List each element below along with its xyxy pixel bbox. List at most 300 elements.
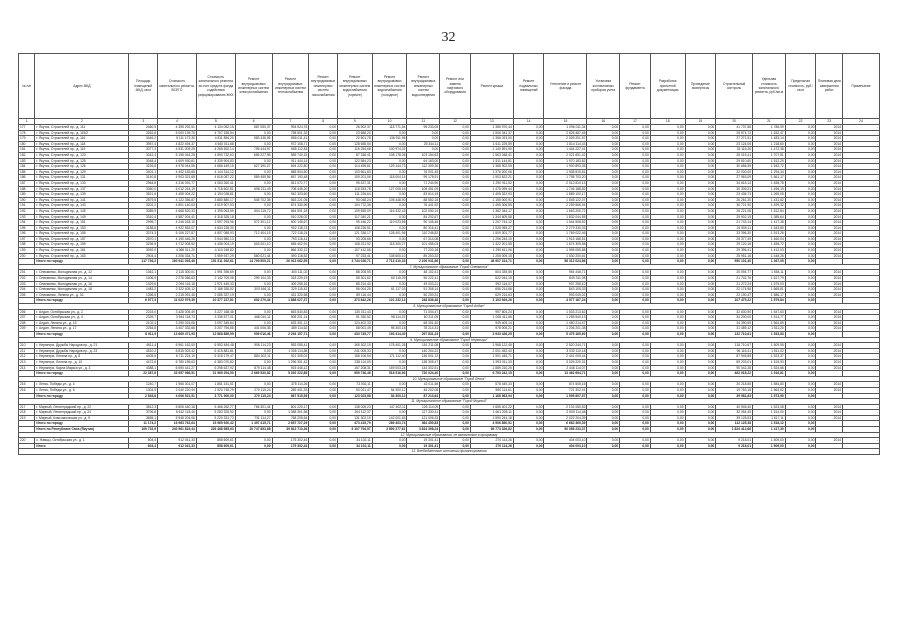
table-cell: 0,00 [620, 292, 651, 298]
table-cell: 0,00 [440, 287, 471, 293]
table-cell: 0,00 [513, 354, 544, 360]
table-cell: 33 957 986,51 [158, 371, 197, 377]
table-cell: 0,00 [372, 141, 407, 147]
table-cell: 193 414,40 [372, 331, 407, 337]
table-cell: 122 584,23 [337, 158, 372, 164]
table-cell: - [843, 231, 880, 237]
table-cell: 0,00 [309, 438, 338, 444]
table-cell: 1 206 009,15 [470, 253, 513, 259]
table-cell: 71 004,47 [407, 309, 440, 315]
table-cell: 91 330,52 [337, 315, 372, 321]
table-cell: 2 131 050,52 [544, 404, 587, 410]
table-cell: 0,00 [513, 410, 544, 416]
table-cell: 0,00 [685, 164, 716, 170]
table-cell: 4 718 602,51 [196, 186, 235, 192]
table-cell: 4 402 183,65 [158, 169, 197, 175]
table-cell: 130 011,43 [337, 309, 372, 315]
table-cell: 2 085 337,19 [196, 292, 235, 298]
address-cell: г. Якутск, Строителей пр., д. 159 [35, 242, 129, 248]
table-cell: 1 294,34 [753, 169, 786, 175]
table-cell: 3 824 398,24 [407, 427, 440, 433]
table-cell: 0,00 [620, 141, 651, 147]
table-cell: 1 385,64 [753, 214, 786, 220]
table-cell: 0,00 [309, 421, 338, 427]
table-cell: 2 669 530,82 [235, 371, 272, 377]
table-cell: 0,00 [440, 371, 471, 377]
table-cell: 1 533,83 [753, 331, 786, 337]
table-cell: - [843, 281, 880, 287]
table-cell: 0,00 [587, 315, 620, 321]
table-cell: 0,00 [372, 192, 407, 198]
table-cell: 3077,3 [129, 147, 158, 153]
table-cell: 217 [19, 404, 35, 410]
table-cell: 433 745,77 [337, 331, 372, 337]
table-cell: 0,00 [372, 130, 407, 136]
column-number: 4 [158, 119, 197, 125]
table-cell: 0,00 [440, 427, 471, 433]
table-cell: 0,00 [372, 214, 407, 220]
table-cell: 118 710,67 [716, 343, 753, 349]
table-cell: 0,00 [785, 320, 816, 326]
table-cell: 0,00 [587, 404, 620, 410]
address-cell: г. Якутск, Строителей пр., д. 155 [35, 231, 129, 237]
table-cell: 5 612 118,40 [158, 410, 197, 416]
table-cell: 0,00 [685, 415, 716, 421]
table-cell: 2014 [816, 387, 843, 393]
table-cell: 0,00 [587, 371, 620, 377]
table-cell: 1 509 301,77 [470, 231, 513, 237]
table-cell: 0,00 [513, 443, 544, 449]
table-cell: 1 218,60 [753, 141, 786, 147]
table-cell: 0,00 [587, 236, 620, 242]
table-cell: 0,00 [235, 281, 272, 287]
table-cell: 0,00 [685, 147, 716, 153]
table-cell: 0,00 [620, 354, 651, 360]
table-cell: 0,00 [620, 164, 651, 170]
table-cell: 0,00 [685, 270, 716, 276]
table-cell: 0,00 [587, 208, 620, 214]
table-cell: 0,00 [513, 371, 544, 377]
address-cell: г. Алдан, Октябрьская ул., д. 2 [35, 309, 129, 315]
table-cell: 0,00 [309, 125, 338, 131]
table-cell: 687 050,37 [235, 125, 272, 131]
table-cell: 2 322 405,12 [158, 287, 197, 293]
table-cell: 972 108,71 [272, 141, 309, 147]
table-cell: 0,00 [440, 147, 471, 153]
table-cell: 0,00 [650, 365, 685, 371]
table-cell: 2014 [816, 292, 843, 298]
table-cell: 2014 [816, 164, 843, 170]
table-cell: 0,00 [650, 242, 685, 248]
table-cell: 2014 [816, 415, 843, 421]
table-cell: 0,00 [235, 382, 272, 388]
table-cell: 60 115,09 [372, 276, 407, 282]
table-cell: 858 609,61 [196, 438, 235, 444]
table-cell: 0,00 [309, 281, 338, 287]
table-cell: 811 072,77 [272, 180, 309, 186]
section-title: 9. Муниципальное образование "Город Нерюнгри" [19, 337, 880, 343]
table-cell: 0,00 [309, 225, 338, 231]
table-cell: 0,00 [620, 393, 651, 399]
table-cell: 0,00 [785, 438, 816, 444]
table-cell: 0,00 [650, 270, 685, 276]
table-cell: 0,00 [309, 130, 338, 136]
table-cell: 0,00 [513, 203, 544, 209]
table-cell: 0,00 [785, 259, 816, 265]
table-cell: 23 124,05 [716, 141, 753, 147]
table-cell: 0,00 [513, 225, 544, 231]
column-number: 10 [372, 119, 407, 125]
table-cell: - [843, 186, 880, 192]
table-cell: 921 305,02 [272, 354, 309, 360]
table-cell: 912 041,33 [158, 443, 197, 449]
table-cell: 104 772,36 [337, 203, 372, 209]
address-cell: г. Якутск, Строителей пр., д. 119 [35, 147, 129, 153]
table-cell: 0,00 [685, 410, 716, 416]
table-cell: 0,00 [685, 192, 716, 198]
table-cell: 0,00 [309, 393, 338, 399]
table-cell: 175 302,44 [272, 438, 309, 444]
table-cell: 720 024,40 [407, 371, 440, 377]
table-cell: 2 215 091,45 [158, 292, 197, 298]
table-cell: 2014 [816, 365, 843, 371]
table-cell: 1 422 201,55 [470, 242, 513, 248]
address-cell: г. Нерюнгри, Ленина пр., д. 8 [35, 354, 129, 360]
address-cell: г. Якутск, Строителей пр., д. 145 [35, 208, 129, 214]
table-cell: - [843, 438, 880, 444]
table-cell: 373 842,26 [337, 298, 372, 304]
table-cell: 1 503 622,21 [470, 175, 513, 181]
table-cell: 0,00 [620, 287, 651, 293]
table-cell: 93 205,66 [337, 236, 372, 242]
table-cell: 1 455,72 [753, 242, 786, 248]
table-cell: 2 657 727,29 [272, 421, 309, 427]
table-cell: 0,00 [440, 214, 471, 220]
table-cell: 29 120,16 [716, 242, 753, 248]
table-cell: 0,00 [440, 421, 471, 427]
table-body [19, 125, 880, 455]
table-cell: 0,00 [309, 387, 338, 393]
table-cell: 4 903 321,65 [158, 175, 197, 181]
table-cell: 563 221,05 [272, 197, 309, 203]
table-cell: 0,00 [785, 371, 816, 377]
table-cell: 0,00 [513, 186, 544, 192]
table-cell: 2014 [816, 438, 843, 444]
table-cell: - [843, 208, 880, 214]
address-cell: г. Нерюнгри, Дружбы Народов пр., д. 21 [35, 343, 129, 349]
table-cell: 0,00 [650, 443, 685, 449]
table-cell: 108 226,51 [337, 225, 372, 231]
table-cell: 185 [19, 169, 35, 175]
table-cell: 0,00 [650, 359, 685, 365]
table-cell: 123 023,58 [337, 393, 372, 399]
table-cell: 2014 [816, 354, 843, 360]
table-cell: 0,00 [513, 208, 544, 214]
table-cell: 0,00 [440, 387, 471, 393]
table-cell: 0,00 [785, 236, 816, 242]
table-cell: 90 042,28 [716, 365, 753, 371]
table-cell: 1 851 151,51 [196, 382, 235, 388]
table-cell: 0,00 [650, 164, 685, 170]
column-header: Плановая дата завершения работ [816, 54, 843, 119]
table-cell: 195 [19, 225, 35, 231]
table-cell: 117 736,2 [129, 259, 158, 265]
table-cell: 171 112,40 [372, 354, 407, 360]
table-cell: - [843, 309, 880, 315]
table-cell: 0,00 [785, 382, 816, 388]
table-cell: 2014 [816, 169, 843, 175]
address-cell: г. Олекминск, Молодежная ул., д. 18 [35, 287, 129, 293]
table-cell: 0,00 [587, 203, 620, 209]
table-cell: 20 801,78 [337, 136, 372, 142]
table-cell: 0,00 [620, 365, 651, 371]
table-cell: 2 001 452,40 [470, 348, 513, 354]
table-cell: 0,00 [650, 225, 685, 231]
table-cell: 0,00 [650, 197, 685, 203]
table-cell: 0,00 [650, 343, 685, 349]
table-cell: 0,00 [685, 343, 716, 349]
table-cell: 1 523,37 [753, 354, 786, 360]
table-cell: 138 005,23 [337, 404, 372, 410]
table-cell: 589 455,56 [235, 175, 272, 181]
table-cell: 2014 [816, 359, 843, 365]
column-header: Разработка проектной документации [650, 54, 685, 119]
table-cell: 0,00 [235, 320, 272, 326]
table-cell: 0,00 [440, 359, 471, 365]
table-cell: 0,00 [785, 387, 816, 393]
table-cell: 0,00 [309, 231, 338, 237]
table-cell: 3 336 577,01 [196, 315, 235, 321]
table-cell: 299 104,33 [235, 276, 272, 282]
table-cell: 0,00 [785, 354, 816, 360]
table-cell: 0,00 [685, 427, 716, 433]
table-cell: 4 890 732,63 [196, 152, 235, 158]
table-cell: 0,00 [513, 164, 544, 170]
table-cell: 950 101,40 [716, 259, 753, 265]
table-cell: 589 740,15 [272, 152, 309, 158]
table-cell: 39 812 713,36 [272, 427, 309, 433]
table-cell: 572 301,12 [235, 220, 272, 226]
table-cell: 0,00 [620, 220, 651, 226]
table-cell: 2014 [816, 147, 843, 153]
table-cell: 978 005,21 [470, 326, 513, 332]
table-cell: 604 115,72 [235, 208, 272, 214]
table-cell: 0,00 [309, 331, 338, 337]
table-cell: 1 455,78 [753, 180, 786, 186]
table-cell: 190 [19, 197, 35, 203]
table-cell: 0,00 [513, 287, 544, 293]
table-cell: 0,00 [685, 443, 716, 449]
table-cell: 0,00 [685, 421, 716, 427]
table-cell: 1 888 027,37 [272, 298, 309, 304]
table-cell: 68 301,40 [407, 320, 440, 326]
table-cell: 1 746 188,82 [544, 186, 587, 192]
table-cell: 3401,1 [129, 169, 158, 175]
table-cell: 0,00 [785, 186, 816, 192]
table-cell: 0,00 [785, 208, 816, 214]
table-cell: 0,00 [685, 203, 716, 209]
table-cell: - [843, 387, 880, 393]
table-cell: 959 736,46 [337, 371, 372, 377]
table-cell: 0,00 [650, 292, 685, 298]
table-cell: 0,00 [372, 203, 407, 209]
address-cell: г. Олекминск, Ленина ул., д. 33 [35, 292, 129, 298]
table-cell: 111 226,64 [337, 192, 372, 198]
table-cell: - [843, 292, 880, 298]
table-cell: 3521,6 [129, 192, 158, 198]
table-cell: 180 [19, 141, 35, 147]
table-cell: 0,00 [513, 415, 544, 421]
table-cell: 0,00 [650, 320, 685, 326]
table-cell: 45 202,08 [407, 387, 440, 393]
table-cell: 157 208,31 [337, 365, 372, 371]
table-cell: 0,00 [440, 276, 471, 282]
table-cell: 1 511,20 [753, 326, 786, 332]
table-cell: 212 [19, 354, 35, 360]
table-cell: 482 018,22 [716, 371, 753, 377]
table-cell: 99 446,22 [337, 220, 372, 226]
table-cell: 0,00 [309, 141, 338, 147]
table-cell: 4 194 038,81 [196, 192, 235, 198]
table-cell: 184 [19, 164, 35, 170]
table-cell: 5 806 440,18 [158, 404, 197, 410]
table-cell: 2014 [816, 214, 843, 220]
table-cell: - [843, 270, 880, 276]
table-cell: 5 106 227,87 [158, 231, 197, 237]
table-cell: 0,00 [685, 354, 716, 360]
table-cell: 602 270,44 [235, 298, 272, 304]
table-cell: 0,00 [620, 186, 651, 192]
table-cell: 4 006 521,51 [158, 393, 197, 399]
table-cell: 9 218,01 [716, 438, 753, 444]
table-cell: 121 232,12 [372, 298, 407, 304]
table-cell: 1 517,11 [753, 415, 786, 421]
table-cell: 0,00 [587, 248, 620, 254]
table-cell: 1 518,12 [753, 421, 786, 427]
section-title: 8. Муниципальное образование "Город Алдан" [19, 304, 880, 310]
table-cell: 0,00 [685, 315, 716, 321]
table-cell: 240 561 815,44 [158, 427, 197, 433]
table-cell: 1 543,80 [753, 225, 786, 231]
table-cell: 0,00 [785, 225, 816, 231]
table-cell: 0,00 [650, 248, 685, 254]
table-cell: 0,00 [620, 326, 651, 332]
table-cell: 289 403,74 [372, 421, 407, 427]
repair-table [18, 53, 880, 455]
column-number: 7 [272, 119, 309, 125]
address-cell: г. Якутск, Строителей пр., д. 116 [35, 136, 129, 142]
table-cell: 0,00 [650, 136, 685, 142]
table-cell: 56 004,25 [337, 287, 372, 293]
table-cell: 4 978 044,55 [158, 164, 197, 170]
table-cell: 0,00 [650, 438, 685, 444]
column-number: 12 [440, 119, 471, 125]
table-cell: 4 801 140,63 [158, 203, 197, 209]
table-cell: 518 516,90 [372, 371, 407, 377]
table-cell: 206 [19, 309, 35, 315]
table-cell: 112 309,36 [407, 164, 440, 170]
table-cell: 124 402,33 [337, 320, 372, 326]
table-cell: 0,00 [440, 164, 471, 170]
table-cell: 0,00 [650, 421, 685, 427]
table-cell: 4 316 091,77 [158, 180, 197, 186]
table-cell: 1 655 401,22 [470, 404, 513, 410]
table-cell: 20 218,65 [716, 382, 753, 388]
table-cell: 0,00 [587, 253, 620, 259]
table-cell: 0,00 [235, 158, 272, 164]
table-cell: 0,00 [685, 259, 716, 265]
table-cell: 0,00 [620, 130, 651, 136]
table-cell: 0,00 [650, 276, 685, 282]
table-cell: 3140,8 [129, 175, 158, 181]
table-cell: 2014 [816, 287, 843, 293]
address-cell: Итого по городу [35, 259, 129, 265]
table-cell: 0,00 [440, 382, 471, 388]
table-cell: 93 048,24 [337, 197, 372, 203]
table-cell: 0,00 [235, 225, 272, 231]
table-cell: 270 114,26 [470, 443, 513, 449]
table-cell: 142 001,63 [372, 415, 407, 421]
table-cell: 46 907 314,71 [470, 259, 513, 265]
table-cell: 0,00 [650, 259, 685, 265]
table-cell: 1 514,00 [753, 410, 786, 416]
address-cell: Итого по Республике Саха (Якутия) [35, 427, 129, 433]
table-cell: 0,00 [309, 242, 338, 248]
table-cell: 90 085 233,37 [544, 427, 587, 433]
table-cell: 175 302,44 [272, 443, 309, 449]
table-cell: 0,00 [685, 438, 716, 444]
table-cell: 5 392 222,85 [272, 371, 309, 377]
table-cell: 0,00 [685, 365, 716, 371]
table-cell: 1 564,89 [753, 320, 786, 326]
table-cell: 698 211,49 [235, 186, 272, 192]
table-cell: 1 769 022,46 [544, 231, 587, 237]
table-cell: 6 662 369,39 [544, 421, 587, 427]
table-cell: 0,00 [309, 248, 338, 254]
table-cell: 0,00 [513, 175, 544, 181]
table-cell: 2014 [816, 410, 843, 416]
table-cell: 431 320,58 [272, 292, 309, 298]
column-header: Стоимость капитального ремонта за счет средств фонда содействия реформированию ЖКХ [196, 54, 235, 119]
table-cell: 0,00 [785, 410, 816, 416]
table-cell: 0,00 [587, 169, 620, 175]
table-cell: 1 595 807,57 [544, 393, 587, 399]
table-cell: 0,00 [785, 192, 816, 198]
table-cell: 1 405 322,93 [470, 192, 513, 198]
table-cell: 0,00 [620, 231, 651, 237]
table-cell: 0,00 [587, 186, 620, 192]
table-cell: 1483,2 [129, 287, 158, 293]
table-cell: 0,00 [587, 309, 620, 315]
table-cell: 4 519 907,53 [196, 203, 235, 209]
table-cell: 4 616 087,22 [196, 175, 235, 181]
table-cell: 578 449,33 [470, 382, 513, 388]
table-cell: 2014 [816, 220, 843, 226]
table-cell: 118 004,14 [372, 175, 407, 181]
table-cell: 0,00 [587, 292, 620, 298]
table-cell: 2 021 651,42 [544, 152, 587, 158]
address-cell: Итого по городу [35, 298, 129, 304]
section-title: 7. Муниципальное образование "Город Олекминск" [19, 264, 880, 270]
table-cell: 1 563 048,41 [470, 152, 513, 158]
table-cell: 1 206 201,38 [544, 326, 587, 332]
table-cell: 0,00 [513, 248, 544, 254]
table-cell: 0,00 [309, 203, 338, 209]
table-cell: 0,00 [587, 354, 620, 360]
table-cell: 0,00 [650, 203, 685, 209]
table-cell: 0,00 [309, 427, 338, 433]
table-cell: 4 206 334,71 [158, 253, 197, 259]
